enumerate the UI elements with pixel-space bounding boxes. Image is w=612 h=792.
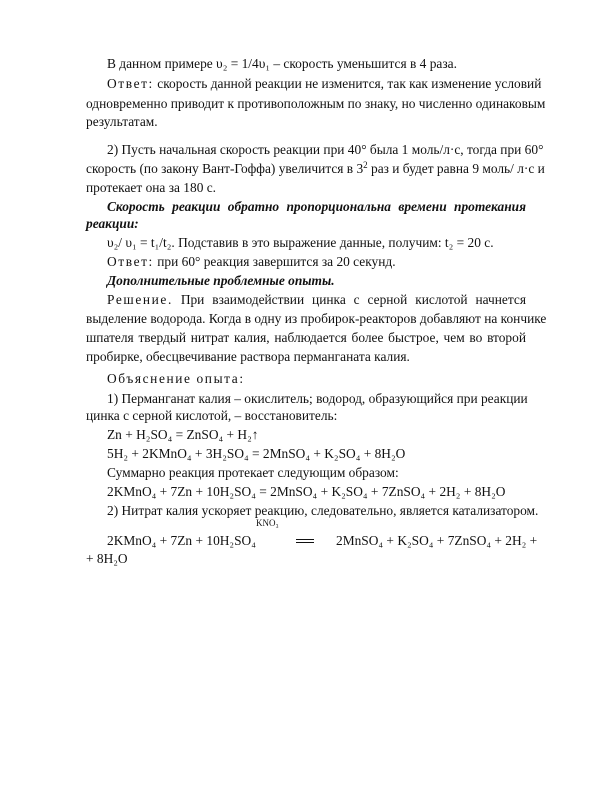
answer-line-3: результатам.: [86, 114, 158, 129]
explanation-heading: Объяснение опыта:: [107, 371, 245, 386]
paragraph-2-line-3: протекает она за 180 с.: [86, 180, 217, 195]
solution-text-1: При взаимодействии цинка с серной кислотой начнется: [180, 292, 526, 307]
answer-2-line: [107, 254, 526, 270]
p2-l2-part-b: раз и будет равна 9 моль/ л·с и: [367, 161, 545, 176]
relation-line: υ₂/ υ₁ = t₁/t₂. Подставив в это выражение данные, получим: t₂ = 20 с.: [107, 235, 494, 250]
equation-3: 2KMnO₄ + 7Zn + 10H₂SO₄ = 2MnSO₄ + K₂SO₄ + 7ZnSO₄ + 2H₂ + 8H₂O: [107, 484, 506, 499]
explanation-line-2: цинка с серной кислотой, – восстановитель:: [86, 408, 338, 423]
answer-text-1: скорость данной реакции не изменится, так как изменение условий: [157, 76, 542, 91]
p2-l2-superscript: 2: [363, 160, 368, 170]
summary-line: Суммарно реакция протекает следующим образом:: [107, 465, 399, 480]
bold-statement-line-1: Скорость реакции обратно пропорциональна времени протекания: [107, 199, 526, 214]
paragraph-2-line-2: [86, 160, 545, 177]
paragraph-example: В данном примере υ₂ = 1/4υ₁ – скорость уменьшится в 4 раза.: [107, 56, 457, 71]
equation-4-left: 2KMnO₄ + 7Zn + 10H₂SO₄: [107, 533, 256, 548]
solution-line-3: шпателя твердый нитрат калия, наблюдается более быстрое, чем во второй: [86, 330, 526, 345]
answer-2-label: Ответ:: [107, 254, 154, 269]
catalyst-line: 2) Нитрат калия ускоряет реакцию, следовательно, является катализатором.: [107, 503, 539, 518]
explanation-line-1: 1) Перманганат калия – окислитель; водород, образующийся при реакции: [107, 391, 528, 406]
solution-line-2: выделение водорода. Когда в одну из пробирок-реакторов добавляют на кончике: [86, 311, 547, 326]
catalyst-label: KNO₃: [256, 518, 279, 528]
solution-line-1: [107, 292, 526, 308]
answer-2-text: при 60° реакция завершится за 20 секунд.: [157, 254, 396, 269]
solution-line-4: пробирке, обесцвечивание раствора перманганата калия.: [86, 349, 410, 364]
bold-statement-line-2: реакции:: [86, 216, 139, 231]
equation-1: Zn + H₂SO₄ = ZnSO₄ + H₂↑: [107, 427, 259, 442]
p2-l2-part-a: скорость (по закону Вант-Гоффа) увеличится в 3: [86, 161, 364, 176]
equation-4-right: 2MnSO₄ + K₂SO₄ + 7ZnSO₄ + 2H₂ +: [336, 533, 538, 548]
solution-label: Решение.: [107, 292, 173, 307]
section-heading: Дополнительные проблемные опыты.: [107, 273, 335, 288]
answer-line-1: [107, 76, 542, 92]
equation-2: 5H₂ + 2KMnO₄ + 3H₂SO₄ = 2MnSO₄ + K₂SO₄ + 8H₂O: [107, 446, 406, 461]
answer-label: Ответ:: [107, 76, 154, 91]
answer-line-2: одновременно приводит к противоположным по знаку, но численно одинаковым: [86, 96, 546, 111]
paragraph-2-line-1: 2) Пусть начальная скорость реакции при 40° была 1 моль/л·с, тогда при 60°: [107, 142, 544, 157]
equation-4-continuation: + 8H₂O: [86, 551, 128, 566]
equals-arrow: [296, 539, 314, 545]
